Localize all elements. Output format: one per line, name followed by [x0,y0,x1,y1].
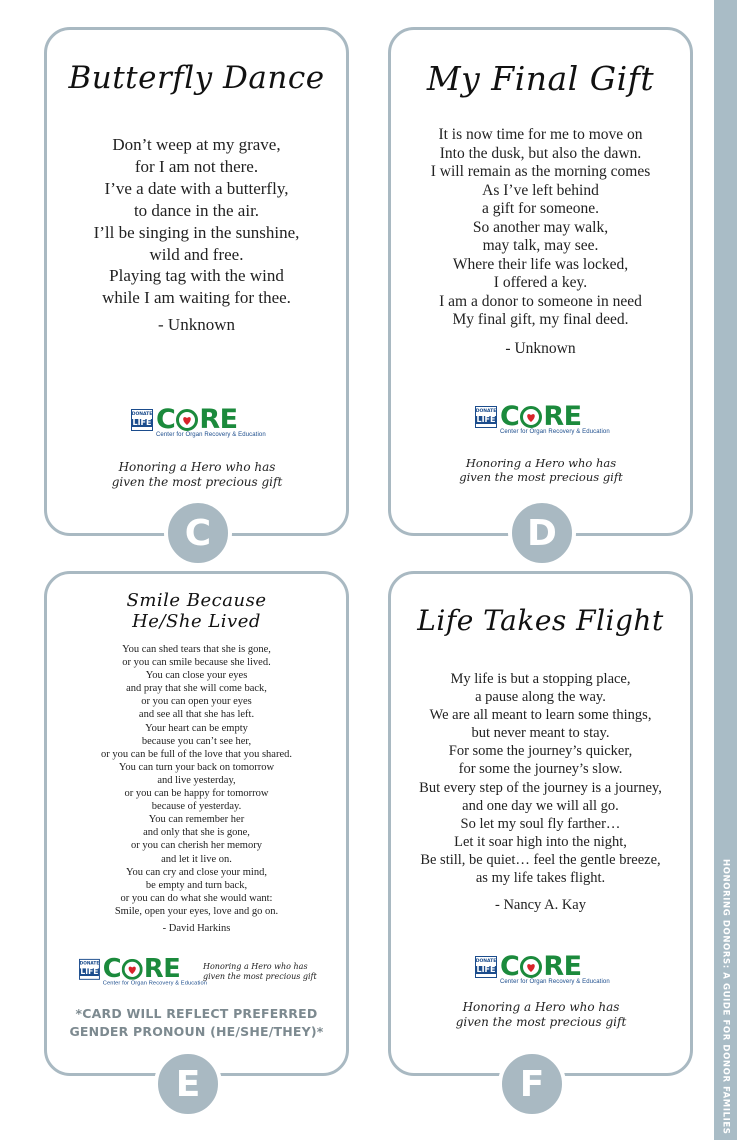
poem-line: I will remain as the morning comes [430,163,651,180]
poem-author: - Nancy A. Kay [494,897,586,914]
donate-life-badge: DONATE LIFE [79,959,100,980]
poem-line: My life is but a stopping place, [450,671,631,687]
poem-line: You can cry and close your mind, [126,866,267,878]
poem-line: for I am not there. [134,156,259,176]
poem-line: It is now time for me to move on [438,126,643,143]
poem-line: I am a donor to someone in need [439,292,642,310]
card-title: Smile Because He/She Lived [126,590,267,632]
tagline: Honoring a Hero who has given the most precious gift [111,460,283,489]
poem-line: Be still, be quiet… feel the gentle breeze, [420,851,661,868]
heart-icon [520,956,542,978]
poem-line: wild and free. [149,244,244,264]
poem-line: I offered a key. [493,274,588,291]
core-logo: DONATE LIFE C RE Center for Organ Recovery & Education [79,954,208,987]
poem-line: My final gift, my final deed. [452,311,629,328]
tagline: Honoring a Hero who has given the most precious gift [455,1000,627,1029]
poem-line: So let my soul fly farther… [460,815,621,832]
poem-line: As I’ve left behind [482,181,599,199]
poem-line: be empty and turn back, [145,879,248,891]
card-life-takes-flight [388,571,693,1076]
poem-line: and pray that she will come back, [126,683,267,695]
tagline: Honoring a Hero who has given the most precious gift [459,456,623,485]
card-title: Butterfly Dance [68,60,325,96]
poem-line: Where their life was locked, [452,255,629,273]
poem-body [391,126,690,358]
poem-line: For some the journey’s quicker, [448,743,633,760]
poem-line: Into the dusk, but also the dawn. [439,144,642,162]
card-smile-because [44,571,349,1076]
poem-line: Let it soar high into the night, [454,833,627,850]
poem-line: Don’t weep at my grave, [112,135,281,154]
poem-line: and live yesterday, [157,774,236,786]
poem-line: a pause along the way. [475,689,606,706]
poem-line: as my life takes flight. [475,870,606,887]
card-letter-d: D [508,499,576,567]
card-letter-f: F [498,1050,566,1118]
poem-line: while I am waiting for thee. [102,288,291,308]
core-logo: DONATE LIFE C RE Center for Organ Recovery & Education [131,404,266,438]
poem-line: and one day we will all go. [462,797,619,814]
poem-line: But every step of the journey is a journey, [419,779,662,796]
poem-line: or you can cherish her memory [131,840,262,852]
poem-line: I’ll be singing in the sunshine, [93,222,300,242]
card-title: My Final Gift [426,59,655,98]
sidebar-band [714,0,737,1140]
heart-icon [176,409,198,431]
poem-line: a gift for someone. [481,200,600,217]
core-logo: DONATE LIFE C RE Center for Organ Recovery & Education [475,401,610,435]
poem-line: and only that she is gone, [143,827,250,839]
card-my-final-gift [388,27,693,536]
sidebar-title: HONORING DONORS: A GUIDE FOR DONOR FAMILIES [720,858,731,1134]
poem-line: I’ve a date with a butterfly, [104,178,289,198]
poem-line: because you can’t see her, [141,735,252,747]
card-letter-c: C [164,499,232,567]
poem-author: - Unknown [158,315,235,335]
poem-body [47,134,346,336]
core-logo: DONATE LIFE C RE Center for Organ Recovery & Education [475,951,610,985]
card-title: Life Takes Flight [417,604,664,637]
poem-line: to dance in the air. [133,200,260,220]
poem-line: Smile, open your eyes, love and go on. [114,905,279,917]
poem-line: may talk, may see. [482,237,599,254]
tagline: Honoring a Hero who has given the most precious gift [203,962,317,981]
poem-line: or you can do what she would want: [120,892,273,904]
card-letter-e: E [154,1050,222,1118]
poem-line: and let it live on. [161,853,232,865]
heart-icon [122,959,143,980]
poem-line: We are all meant to learn some things, [429,707,652,724]
donate-life-badge: DONATE LIFE [475,956,497,978]
poem-line: or you can be happy for tomorrow [124,788,269,800]
poem-line: You can shed tears that she is gone, [122,644,271,655]
poem-line: or you can smile because she lived. [122,657,271,669]
poem-line: You can turn your back on tomorrow [118,761,275,773]
poem-body [47,643,346,935]
poem-author: - David Harkins [162,922,231,934]
poem-line: Your heart can be empty [145,722,248,734]
pronoun-note: *CARD WILL REFLECT PREFERRED GENDER PRONOUN (HE/SHE/THEY)* [69,1006,324,1039]
poem-line: but never meant to stay. [471,725,610,742]
poem-line: because of yesterday. [151,801,242,813]
donate-life-badge: DONATE LIFE [131,409,153,431]
poem-author: - Unknown [505,339,576,357]
poem-line: Playing tag with the wind [109,266,284,286]
heart-icon [520,406,542,428]
poem-body [391,670,690,914]
poem-line: or you can open your eyes [141,696,252,708]
donate-life-badge: DONATE LIFE [475,406,497,428]
poem-line: You can close your eyes [145,670,248,682]
poem-line: or you can be full of the love that you shared. [101,748,292,760]
poem-line: So another may walk, [472,218,609,236]
poem-line: and see all that she has left. [138,709,255,721]
poem-line: You can remember her [148,814,245,826]
poem-line: for some the journey’s slow. [458,761,623,778]
card-butterfly-dance [44,27,349,536]
